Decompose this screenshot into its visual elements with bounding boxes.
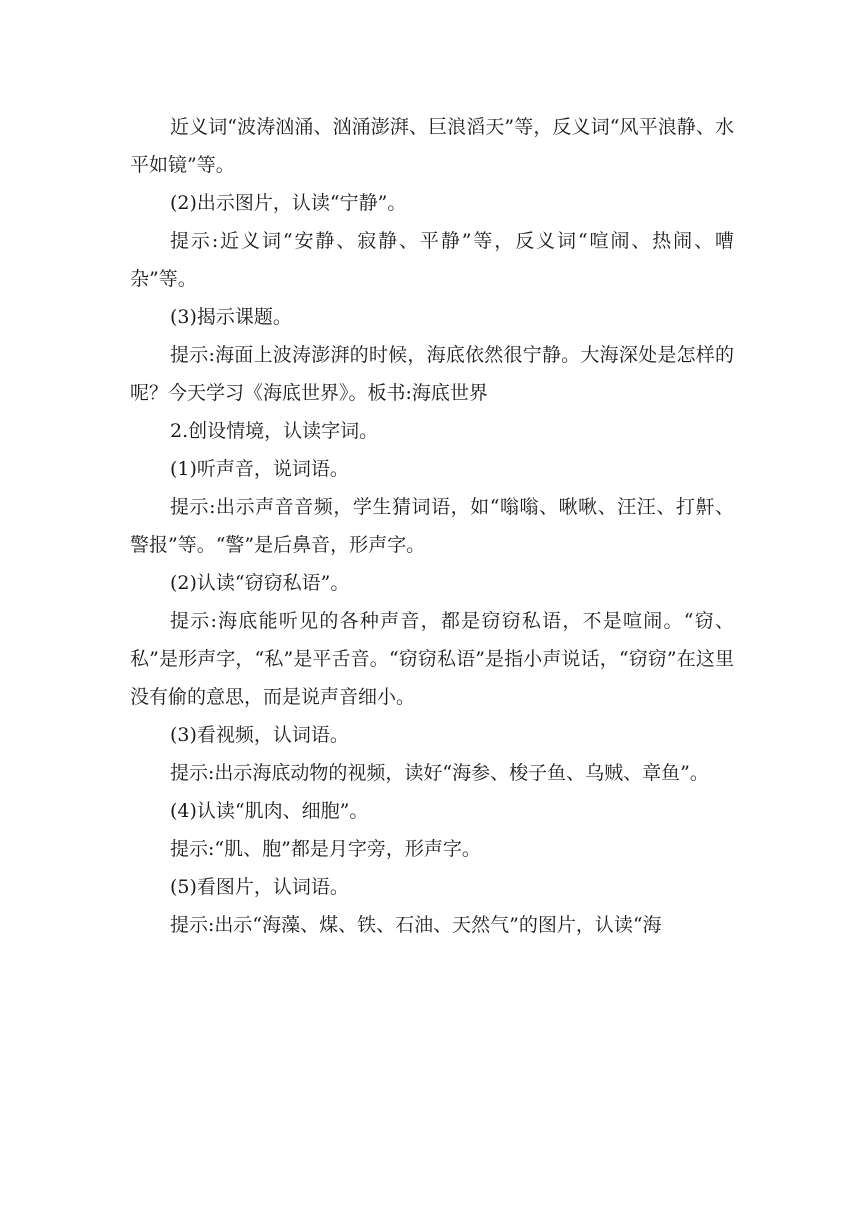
paragraph-step-5-pictures: (5)看图片，认词语。 [170, 876, 349, 898]
document-body [130, 108, 734, 944]
paragraph-step-4-muscle: (4)认读“肌肉、细胞”。 [170, 800, 369, 822]
paragraph-hint-quiet: 提示:近义词“安静、寂静、平静”等，反义词“喧闹、热闹、嘈杂”等。 [130, 230, 734, 290]
paragraph-hint-pictures: 提示:出示“海藻、煤、铁、石油、天然气”的图片，认读“海 [170, 914, 662, 936]
paragraph-step-3-video: (3)看视频，认词语。 [170, 724, 349, 746]
paragraph-step-2-whisper: (2)认读“窃窃私语”。 [170, 572, 350, 594]
paragraph-hint-title: 提示:海面上波涛澎湃的时候，海底依然很宁静。大海深处是怎样的呢？今天学习《海底世界》。板书:海底世界 [130, 344, 734, 404]
paragraph-step-1-sound: (1)听声音，说词语。 [170, 458, 349, 480]
paragraph-step-2-picture: (2)出示图片，认读“宁静”。 [170, 192, 407, 214]
paragraph-step-3-title: (3)揭示课题。 [170, 306, 292, 328]
paragraph-hint-video: 提示:出示海底动物的视频，读好“海参、梭子鱼、乌贼、章鱼”。 [170, 762, 709, 784]
paragraph-antonyms-waves: 近义词“波涛汹涌、汹涌澎湃、巨浪滔天”等，反义词“风平浪静、水平如镜”等。 [130, 116, 734, 176]
paragraph-section-2: 2.创设情境，认读字词。 [170, 420, 379, 442]
paragraph-hint-muscle: 提示:“肌、胞”都是月字旁，形声字。 [170, 838, 481, 860]
paragraph-hint-sound: 提示:出示声音音频，学生猜词语，如“嗡嗡、啾啾、汪汪、打鼾、警报”等。“警”是后鼻音，形声字。 [130, 496, 734, 556]
paragraph-hint-whisper: 提示:海底能听见的各种声音，都是窃窃私语，不是喧闹。“窃、私”是形声字，“私”是平舌音。“窃窃私语”是指小声说话，“窃窃”在这里没有偷的意思，而是说声音细小。 [130, 610, 734, 708]
